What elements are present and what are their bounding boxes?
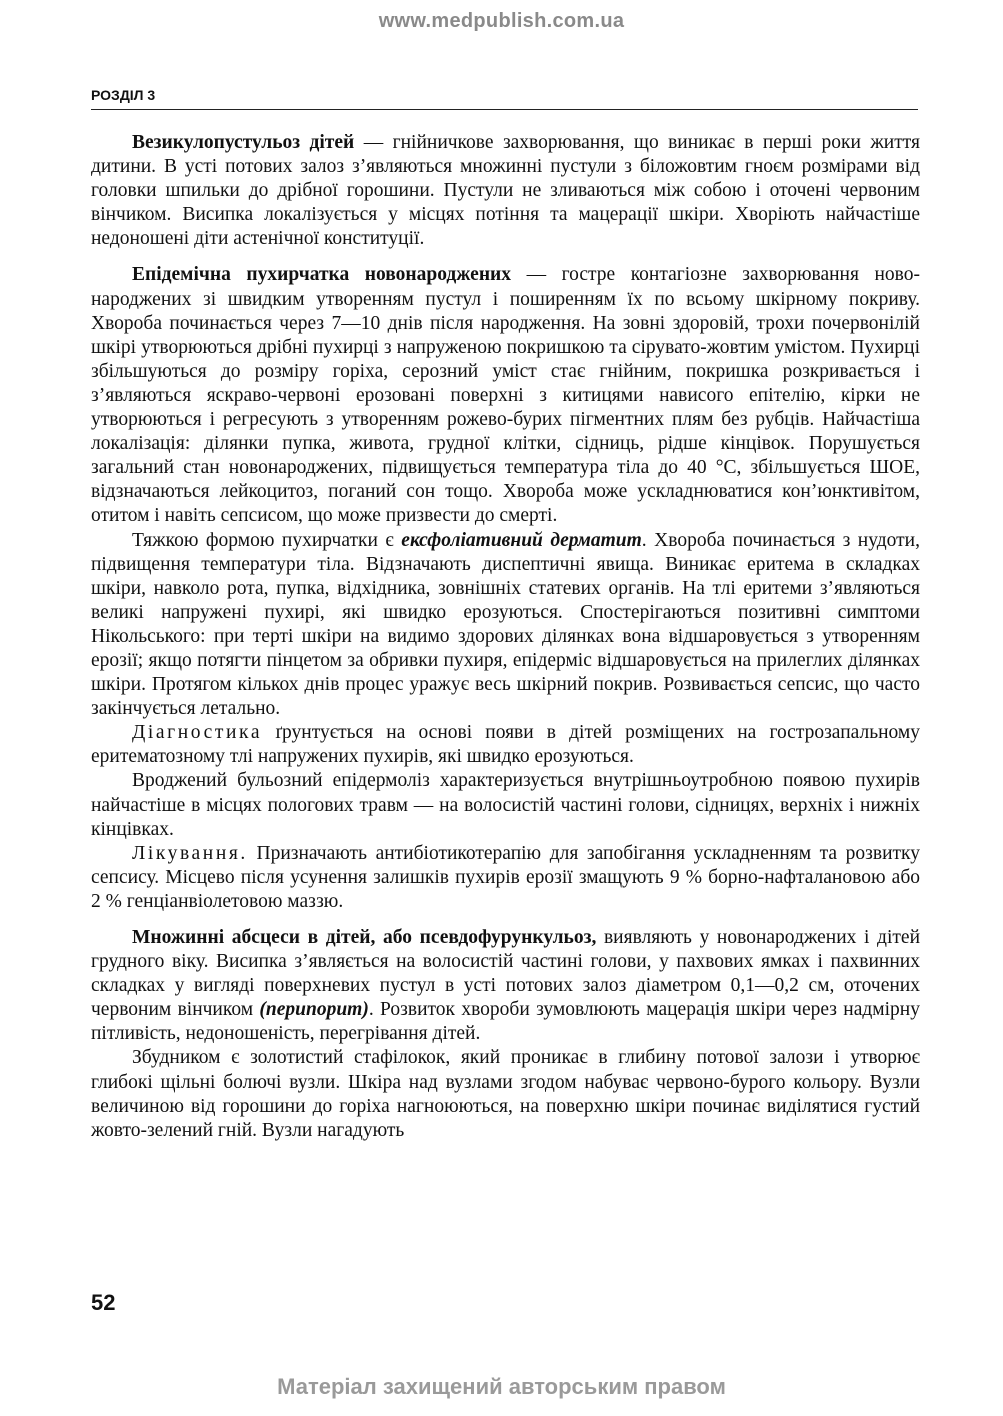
term-exfoliative-dermatitis: ексфоліативний дерматит bbox=[401, 529, 642, 551]
label-treatment: Лікування. bbox=[132, 842, 248, 864]
page-number: 52 bbox=[91, 1290, 116, 1315]
term-pemphigus: Епідемічна пухирчатка новонароджених bbox=[132, 264, 512, 286]
term-vesiculopustulosis: Везикулопустульоз дітей bbox=[132, 132, 355, 153]
running-header bbox=[91, 85, 918, 110]
paragraph-text: . Розвиток хвороби зумовлюють мацерація шкіри через надмірну пітливість, недоношеність, перегрівання дітей. bbox=[91, 999, 920, 1045]
paragraph-diagnostics bbox=[91, 721, 920, 769]
paragraph-text: Призначають антибіотикотерапію для запобігання ускладненням та розвитку сепсису. Місцево після усунення залишків пухирів ерозії змащують 9 % борно-нафталановою або 2 % генціанвіолетовою маззю. bbox=[91, 842, 920, 912]
paragraph-pseudofurunculosis bbox=[91, 926, 920, 1046]
paragraph-vesiculopustulosis bbox=[91, 131, 920, 251]
paragraph-treatment bbox=[91, 842, 920, 914]
copyright-watermark: Матеріал захищений авторським правом bbox=[277, 1374, 726, 1399]
term-periporitis: (перипорит) bbox=[259, 999, 369, 1021]
paragraph-exfoliative-dermatitis bbox=[91, 529, 920, 722]
paragraph-text: Вроджений бульозний епідермоліз характеризується внутрішньоутробною появою пухирів найчастіше в місцях пологових травм — на волосистій частині голови, сідницях, верхніх і нижніх кінцівках. bbox=[91, 770, 920, 840]
paragraph-epidermolysis bbox=[91, 769, 920, 841]
page-body bbox=[91, 131, 920, 1143]
paragraph-text: виявляють у новонароджених і дітей грудного віку. Висипка з’являється на волосистій частині голови, у пахвових ямках і пахвинних складках у вигляді поверхневих пустул в усті потових залоз діаметром 0,1—0,2 см, оточених червоним вінчиком bbox=[91, 927, 921, 1021]
paragraph-pemphigus bbox=[91, 263, 920, 528]
paragraph-text: — гостре контагіозне захворювання новонароджених зі швидким утворенням пустул і поширенням їх по всьому шкірному покриву. Хвороба починається через 7—10 днів після народження. На зовні здоровій, трохи почервонілій шкірі утворюються дрібні пухирці з напруженою покришкою та сірувато-жовтим умістом. Пухирці збільшуються до розміру горіха, серозний уміст стає гнійним, покришка розкривається і з’являються яскраво-червоні ерозовані поверхні з китицями нависого епітелію, кірки не утворюються і регресують з утворенням рожево-бурих пігментних плям без рубців. Найчастіша локалізація: ділянки пупка, живота, грудної клітки, сідниць, рідше кінцівок. Порушується загальний стан новонароджених, підвищується температура тіла до 40 °С, збільшується ШОЕ, відзначаються лейкоцитоз, поганий сон тощо. Хвороба може ускладнюватися кон’юнктивітом, отитом і навіть сепсисом, що може призвести до смерті. bbox=[91, 264, 920, 527]
section-label: РОЗДІЛ 3 bbox=[91, 87, 156, 103]
label-diagnostics: Діагностика bbox=[132, 722, 263, 744]
paragraph-text: — гнійничкове захворювання, що виникає в перші роки життя дитини. В усті потових залоз з’являються множинні пустули з біложовтим гноєм розмірами від головки шпильки до дрібної горошини. Пустули не зливаються між собою і оточені червоним вінчиком. Висипка локалізується у місцях потіння та мацерації шкіри. Хворіють найчастіше недоношені діти астенічної конституції. bbox=[91, 132, 920, 250]
paragraph-text: Збудником є золотистий стафілокок, який проникає в глибину потової залози і утворює глибокі щільні болючі вузли. Шкіра над вузлами згодом набуває червоно-бурого кольору. Вузли величиною від горошини до горіха нагноюються, на поверхню шкіри починає виділятися густий жовто-зелений гній. Вузли нагадують bbox=[91, 1047, 920, 1141]
paragraph-text: . Хвороба починається з нудоти, підвищення температури тіла. Відзначають диспептичні явища. Виникає еритема в складках шкіри, навколо рота, пупка, відхідника, зовнішніх статевих органів. На тлі еритеми з’являються великі напружені пухирі, які швидко ерозуються. Спостерігаються позитивні симптоми Нікольського: при терті шкіри на видимо здорових ділянках вона відшаровується з утворенням ерозії; якщо потягти пінцетом за обривки пухиря, епідерміс відшаровується на прилеглих ділянках шкіри. Протягом кількох днів процес уражує весь шкірний покрив. Розвивається сепсис, що часто закінчується летально. bbox=[91, 529, 920, 720]
paragraph-pathogen bbox=[91, 1046, 920, 1142]
term-pseudofurunculosis: Множинні абсцеси в дітей, або псевдофурункульоз, bbox=[132, 927, 597, 948]
website-watermark: www.medpublish.com.ua bbox=[378, 10, 625, 32]
paragraph-text: Тяжкою формою пухирчатки є bbox=[132, 529, 402, 551]
paragraph-text: ґрунтується на основі появи в дітей розміщених на гострозапальному еритематозному тлі напружених пухирів, які швидко ерозуються. bbox=[91, 722, 920, 768]
